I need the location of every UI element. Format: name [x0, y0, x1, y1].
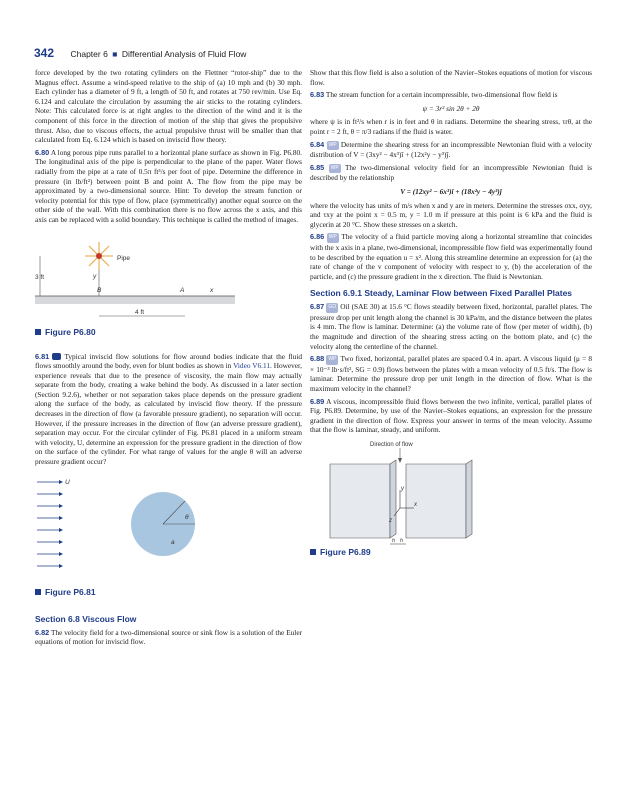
right-column	[310, 68, 592, 556]
page-header	[34, 44, 246, 62]
figure-p6-80-drawing	[35, 234, 295, 334]
problem-number: 6.88	[310, 354, 325, 364]
problem-687	[310, 302, 592, 351]
label-width: 4 ft	[135, 308, 145, 316]
left-column	[35, 68, 302, 650]
problem-text: Typical inviscid flow solutions for flow around bodies indicate that the fluid flows smoothly around the body, even for blunt bodies as shown in	[35, 351, 303, 371]
problem-text: Oil (SAE 30) at 15.6 °C flows steadily between fixed, horizontal, parallel plates. The pressure drop per unit length along the channel is 30 kPa/m, and the distance between the plates is 4 mm. The flow is laminar. Determine: (a) the volume rate of flow (per meter of width), (b) the magnitude and direction of the shearing stress acting on the bottom plate, and (c) the velocity along the centerline of the channel.	[310, 302, 592, 351]
problem-679-continuation: force developed by the two rotating cylinders on the Flettner “rotor-ship” due to the Magnus effect. Assume a wind-speed relative to the ship of (a) 10 mph and (b) 30 mph. Each cylinder has a diameter of 9 ft, a length of 50 ft, and rotates at 750 rev/min. Use Eq. 6.124 and calculate the circulation by assuming the air sticks to the rotating cylinders. Note: This calculated force is at right angles to the direction of the wind and it is the component of this force in the direction of motion of the ship that gives the propulsive thrust. Also, due to viscous effects, the actual propulsive thrust will be smaller than that calculated from Eq. 6.124 which is based on inviscid flow theory.	[35, 68, 302, 145]
page-number: 342	[34, 46, 55, 60]
label-y: y	[93, 272, 97, 280]
label-z: z	[389, 518, 392, 524]
label-theta: θ	[185, 513, 189, 521]
problem-text: Two fixed, horizontal, parallel plates are spaced 0.4 in. apart. A viscous liquid (μ = 8 × 10⁻³ lb·s/ft², SG = 0.9) flows between the plates with a mean velocity of 0.5 ft/s. The flow is laminar. Determine the pressure drop per unit length in the direction of flow. What is the maximum velocity in the channel?	[310, 354, 592, 394]
label-a: a	[171, 538, 175, 546]
label-direction: Direction of flow	[370, 442, 413, 448]
problem-text: A long porous pipe runs parallel to a horizontal plane surface as shown in Fig. P6.80. The longitudinal axis of the pipe is perpendicular to the plane of the paper. Water flows radially from the pipe at a rate of 0.5π ft³/s per foot of pipe. Determine the difference in pressure (in lb/ft²) between point B and point A. The flow from the pipe may be approximated by a two-dimensional source. Hint: To develop the stream function or velocity potential for this type of flow, place (symmetrically) another equal source on the other side of the wall. With this combination there is no flow across the x axis, and this axis can be replaced with a solid boundary. This technique is called the method of images.	[35, 147, 302, 224]
label-pipe: Pipe	[117, 254, 131, 262]
figure-p6-89-caption: Figure P6.89	[310, 548, 371, 558]
figure-p6-81	[35, 470, 302, 600]
problem-681	[35, 352, 302, 467]
problem-number: 6.81	[35, 351, 50, 361]
problem-text: The velocity of a fluid particle moving along a horizontal streamline that coincides with the x axis in a plane, two-dimensional, incompressible flow field was experimentally found to be described by the equation u = x². Along this streamline determine an expression for (a) the rate of change of the v component of velocity with respect to y, (b) the acceleration of the particle, and (c) the pressure gradient in the x direction. The fluid is Newtonian.	[310, 232, 592, 281]
problem-683	[310, 90, 592, 100]
chapter-title: Differential Analysis of Fluid Flow	[121, 49, 247, 59]
problem-number: 6.83	[310, 90, 325, 100]
figure-p6-81-caption: Figure P6.81	[35, 588, 96, 598]
problem-682-continuation: Show that this flow field is also a solution of the Navier–Stokes equations of motion for viscous flow.	[310, 68, 592, 87]
chapter-label: Chapter 6	[70, 49, 108, 59]
problem-number: 6.82	[35, 627, 50, 637]
problem-684	[310, 140, 592, 160]
problem-number: 6.87	[310, 302, 325, 312]
label-B: B	[97, 286, 102, 294]
problem-685	[310, 163, 592, 183]
problem-number: 6.85	[310, 162, 325, 172]
video-link[interactable]: Video V6.11.	[233, 361, 272, 371]
figure-p6-80	[35, 228, 302, 346]
figure-p6-80-caption: Figure P6.80	[35, 328, 96, 338]
problem-text: Determine the shearing stress for an incompressible Newtonian fluid with a velocity distribution of V = (3xy² − 4x³)î + (12x²y − y³)ĵ.	[310, 139, 593, 160]
problem-text: The two-dimensional velocity field for an incompressible Newtonian fluid is described by the relationship	[310, 162, 592, 183]
wileyplus-tag[interactable]: WP	[327, 141, 339, 151]
figure-p6-89-drawing	[310, 438, 510, 548]
problem-688	[310, 354, 592, 393]
problem-number: 6.86	[310, 232, 325, 242]
problem-689	[310, 397, 592, 435]
problem-text: The velocity field for a two-dimensional source or sink flow is a solution of the Euler equations of motion for inviscid flow.	[35, 627, 302, 647]
equation-683: ψ = 3r² sin 2θ + 2θ	[422, 103, 480, 113]
wileyplus-tag[interactable]: WP	[326, 355, 338, 365]
label-h2: h	[400, 538, 404, 544]
label-A: A	[180, 286, 185, 294]
video-icon[interactable]	[52, 353, 61, 360]
label-U: U	[65, 478, 70, 486]
chapter-separator: ■	[112, 49, 118, 59]
problem-number: 6.84	[310, 139, 325, 149]
label-height: 3 ft	[35, 273, 45, 281]
section-heading-6-9-1: Section 6.9.1 Steady, Laminar Flow between Fixed Parallel Plates	[310, 288, 573, 299]
plate-right	[406, 464, 466, 538]
wileyplus-tag[interactable]: WP	[329, 164, 341, 174]
label-x: x	[210, 286, 214, 294]
figure-p6-81-drawing	[35, 474, 295, 584]
section-heading-6-8: Section 6.8 Viscous Flow	[35, 613, 137, 624]
problem-number: 6.89	[310, 396, 325, 406]
problem-text: However, experience reveals that due to the presence of viscosity, the main flow may actually separate from the body, creating a wake behind the body. As discussed in a later section (Section 9.2.6), whether or not separation takes place depends on the pressure gradient along the surface of the body, as calculated by inviscid flow theory. If the pressure decreases in the direction of flow (a favorable pressure gradient), no separation will occur. However, if the pressure increases in the direction of flow (an adverse pressure gradient), separation may occur. For the circular cylinder of Fig. P6.81 placed in a uniform stream with velocity, U, determine an expression for the pressure gradient in the direction of flow on the surface of the cylinder. For what range of values for the angle θ will an adverse pressure gradient occur?	[35, 361, 302, 467]
equation-685: V = (12xy² − 6x³)î + (18x²y − 4y³)ĵ	[400, 186, 502, 196]
problem-text: The stream function for a certain incompressible, two-dimensional flow field is	[325, 90, 558, 100]
uniform-stream-arrows	[37, 482, 59, 566]
plate-left	[330, 464, 390, 538]
problem-682	[35, 628, 302, 647]
problem-685-text-b: where the velocity has units of m/s when x and y are in meters. Determine the stresses σxx, σyy, and τxy at the point x = 0.5 m, y = 1.0 m if pressure at this point is 6 kPa and the fluid is glycerin at 20 °C. Show these stresses on a sketch.	[310, 200, 592, 229]
go-tag[interactable]: GO	[326, 303, 338, 313]
wall-surface	[35, 296, 235, 304]
problem-683-text-b: where ψ is in ft²/s when r is in feet and θ in radians. Determine the shearing stress, τrθ, at the point r = 2 ft, θ = π/3 radians if the fluid is water.	[310, 117, 592, 136]
label-h1: h	[392, 538, 396, 544]
label-x: x	[414, 502, 417, 508]
label-y: y	[401, 486, 404, 492]
problem-number: 6.80	[35, 147, 50, 157]
problem-text: A viscous, incompressible fluid flows between the two infinite, vertical, parallel plates of Fig. P6.89. Determine, by use of the Navier–Stokes equations, an expression for the pressure gradient in the direction of flow. Express your answer in terms of the mean velocity. Assume that the flow is laminar, steady, and uniform.	[310, 396, 593, 435]
wileyplus-tag[interactable]: WP	[327, 233, 339, 243]
problem-680	[35, 148, 302, 225]
problem-686	[310, 232, 592, 281]
figure-p6-89	[310, 438, 592, 556]
